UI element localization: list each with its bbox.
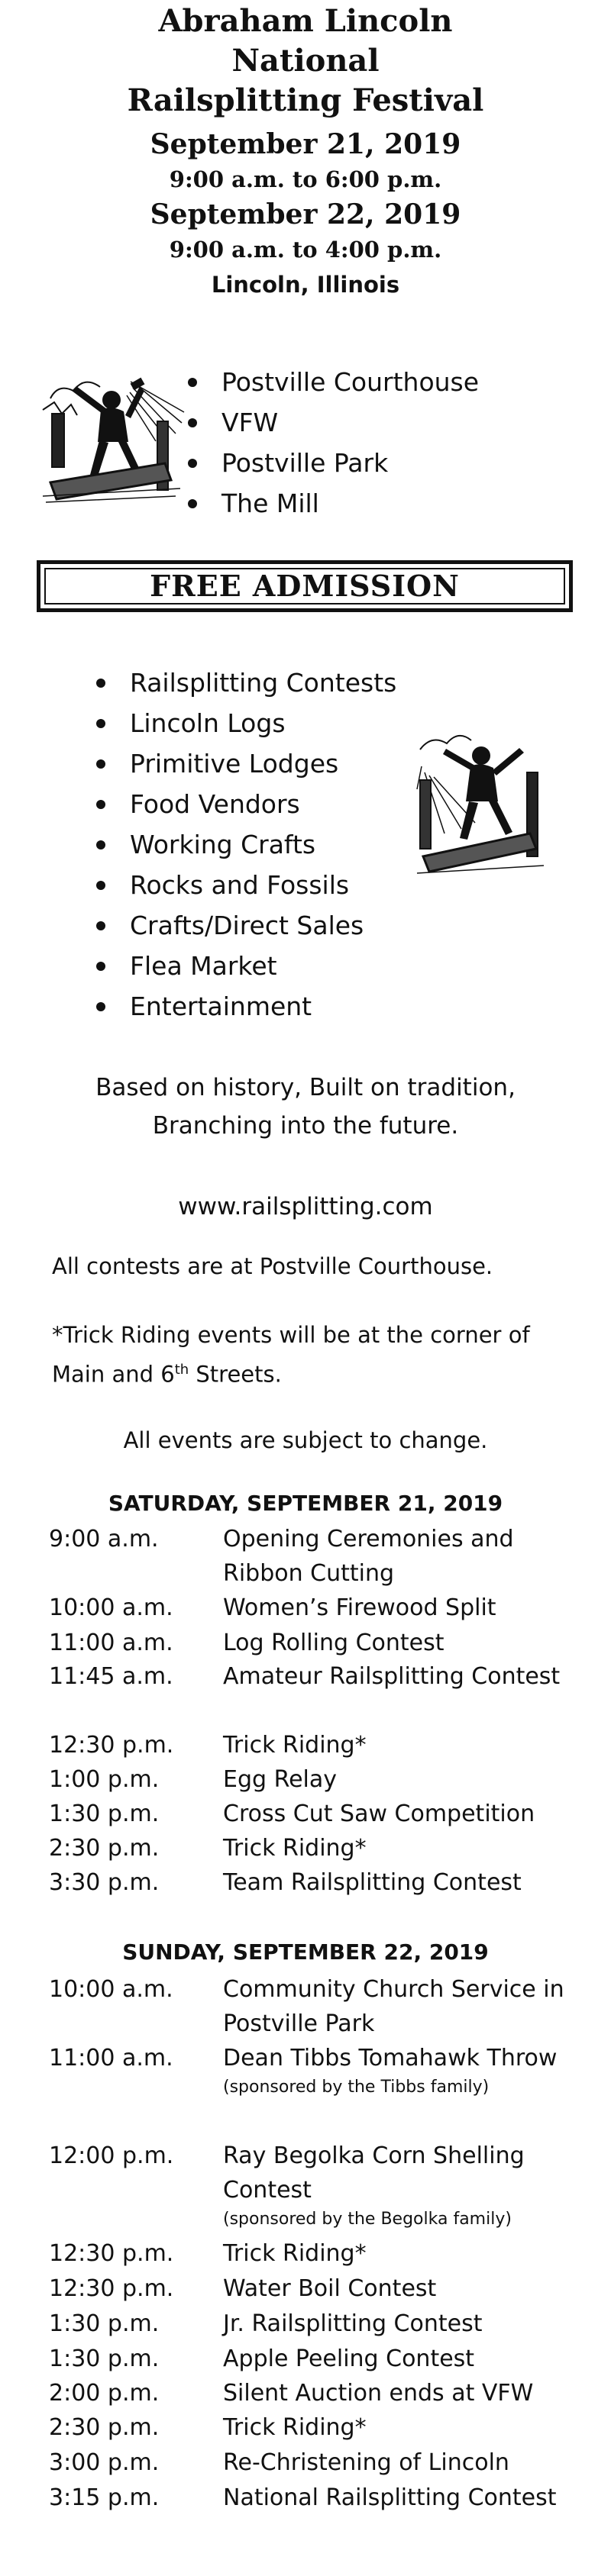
- feature-item: Railsplitting Contests: [95, 663, 396, 703]
- event-name: Trick Riding*: [223, 1732, 367, 1759]
- date-day-2: September 22, 2019: [150, 198, 461, 231]
- trick-note-text-end: Streets.: [189, 1361, 282, 1388]
- title-line-2: National: [231, 43, 380, 79]
- event-time: 1:30 p.m.: [49, 1801, 160, 1827]
- event-name: Silent Auction ends at VFW: [223, 2380, 534, 2407]
- event-time: 9:00 a.m.: [49, 1526, 159, 1552]
- event-name: Cross Cut Saw Competition: [223, 1801, 535, 1827]
- feature-item: Primitive Lodges: [95, 743, 396, 784]
- location: Lincoln, Illinois: [211, 272, 400, 298]
- website-link[interactable]: www.railsplitting.com: [178, 1193, 433, 1220]
- event-name: Re-Christening of Lincoln: [223, 2449, 509, 2476]
- trick-note-superscript: th: [174, 1362, 189, 1378]
- event-time: 10:00 a.m.: [49, 1976, 173, 2003]
- event-time: 3:00 p.m.: [49, 2449, 160, 2476]
- trick-riding-note-line-2: [52, 1352, 282, 1392]
- trick-riding-note-line-1: *Trick Riding events will be at the corner of: [52, 1322, 530, 1348]
- venue-list: [186, 362, 479, 524]
- feature-item: Flea Market: [95, 946, 396, 986]
- event-sponsor: (sponsored by the Tibbs family): [223, 2078, 490, 2097]
- event-time: 2:30 p.m.: [49, 1835, 160, 1862]
- feature-list: [95, 663, 396, 1027]
- venue-item: The Mill: [186, 483, 479, 524]
- event-name: Women’s Firewood Split: [223, 1594, 496, 1621]
- event-time: 2:30 p.m.: [49, 2414, 160, 2441]
- subject-to-change-note: All events are subject to change.: [123, 1427, 488, 1453]
- event-time: 11:00 a.m.: [49, 2045, 173, 2071]
- feature-item: Working Crafts: [95, 824, 396, 865]
- event-time: 1:00 p.m.: [49, 1766, 160, 1793]
- railsplitter-illustration-1: [35, 368, 188, 505]
- trick-note-text: Main and 6: [52, 1361, 175, 1388]
- venue-item: Postville Courthouse: [186, 362, 479, 402]
- hours-day-1: 9:00 a.m. to 6:00 p.m.: [169, 166, 442, 192]
- event-time: 1:30 p.m.: [49, 2345, 160, 2372]
- feature-item: Lincoln Logs: [95, 703, 396, 743]
- event-name: Log Rolling Contest: [223, 1630, 445, 1656]
- feature-item: Crafts/Direct Sales: [95, 905, 396, 946]
- event-name: Community Church Service in Postville Park: [223, 1976, 564, 2037]
- event-sponsor: (sponsored by the Begolka family): [223, 2210, 512, 2229]
- event-time: 3:15 p.m.: [49, 2484, 160, 2511]
- title-line-1: Abraham Lincoln: [158, 3, 453, 39]
- event-name: Trick Riding*: [223, 2240, 367, 2267]
- free-admission-box: [37, 560, 573, 612]
- contest-location-note: All contests are at Postville Courthouse.: [52, 1253, 493, 1279]
- venue-item: Postville Park: [186, 443, 479, 483]
- event-name: Team Railsplitting Contest: [223, 1869, 522, 1896]
- event-time: 3:30 p.m.: [49, 1869, 160, 1896]
- event-time: 1:30 p.m.: [49, 2310, 160, 2337]
- sunday-schedule-title: SUNDAY, SEPTEMBER 22, 2019: [122, 1939, 489, 1965]
- event-name: Ray Begolka Corn Shelling Contest: [223, 2142, 525, 2204]
- event-name: Egg Relay: [223, 1766, 338, 1793]
- date-day-1: September 21, 2019: [150, 128, 461, 160]
- feature-item: Food Vendors: [95, 784, 396, 824]
- event-name: Water Boil Contest: [223, 2275, 437, 2302]
- event-name: Apple Peeling Contest: [223, 2345, 475, 2372]
- event-name: Dean Tibbs Tomahawk Throw: [223, 2045, 558, 2071]
- feature-item: Entertainment: [95, 986, 396, 1027]
- event-name: National Railsplitting Contest: [223, 2484, 557, 2511]
- event-detail: [223, 2139, 582, 2232]
- event-name: Opening Ceremonies and Ribbon Cutting: [223, 1526, 514, 1587]
- event-name: Jr. Railsplitting Contest: [223, 2310, 483, 2337]
- slogan-line-2: Branching into the future.: [152, 1112, 459, 1140]
- event-time: 12:30 p.m.: [49, 1732, 174, 1759]
- title-line-3: Railsplitting Festival: [127, 82, 484, 118]
- hours-day-2: 9:00 a.m. to 4:00 p.m.: [169, 237, 442, 263]
- event-time: 11:45 a.m.: [49, 1663, 173, 1690]
- event-name: Trick Riding*: [223, 2414, 367, 2441]
- event-time: 2:00 p.m.: [49, 2380, 160, 2407]
- event-time: 12:00 p.m.: [49, 2142, 174, 2169]
- event-time: 12:30 p.m.: [49, 2275, 174, 2302]
- feature-item: Rocks and Fossils: [95, 865, 396, 905]
- event-time: 10:00 a.m.: [49, 1594, 173, 1621]
- event-time: 11:00 a.m.: [49, 1630, 173, 1656]
- event-name: Trick Riding*: [223, 1835, 367, 1862]
- event-name: Amateur Railsplitting Contest: [223, 1663, 561, 1690]
- free-admission-label: FREE ADMISSION: [44, 568, 565, 605]
- event-time: 12:30 p.m.: [49, 2240, 174, 2267]
- railsplitter-illustration-2: [412, 727, 550, 879]
- event-detail: [223, 2041, 582, 2100]
- saturday-schedule-title: SATURDAY, SEPTEMBER 21, 2019: [108, 1491, 503, 1516]
- venue-item: VFW: [186, 402, 479, 443]
- slogan-line-1: Based on history, Built on tradition,: [95, 1074, 516, 1101]
